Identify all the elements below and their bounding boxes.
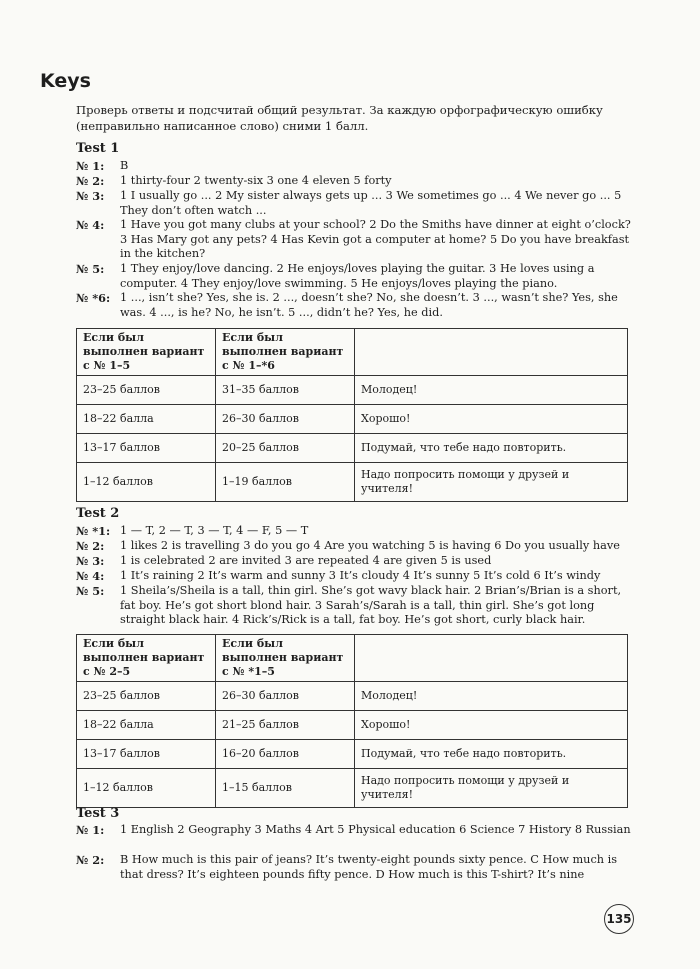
table-cell: Молодец! bbox=[355, 376, 628, 405]
table-cell: 20–25 баллов bbox=[216, 434, 355, 463]
test-1-score-table bbox=[76, 328, 628, 502]
test-3-title: Test 3 bbox=[76, 806, 120, 821]
answer-number: № 2: bbox=[76, 174, 105, 188]
table-row bbox=[77, 463, 628, 502]
table-cell: 1–15 баллов bbox=[216, 769, 355, 808]
page-title: Keys bbox=[40, 70, 91, 92]
header-cell: Если был выполнен вариант с № 1–*6 bbox=[216, 329, 355, 376]
answer-number: № 1: bbox=[76, 823, 105, 837]
answer-number: № 3: bbox=[76, 189, 105, 203]
answer-text: 1 — T, 2 — T, 3 — T, 4 — F, 5 — T bbox=[120, 524, 309, 537]
table-row bbox=[77, 405, 628, 434]
table-row bbox=[77, 740, 628, 769]
header-cell bbox=[355, 635, 628, 682]
table-cell: 23–25 баллов bbox=[77, 376, 216, 405]
answer-text: B How much is this pair of jeans? It’s twenty-eight pounds sixty pence. C How much is that dress? It’s eighteen pounds fifty pence. D How much is this T-shirt? It’s nine bbox=[120, 853, 618, 881]
test-1-answer-3 bbox=[76, 189, 632, 218]
table-cell: Подумай, что тебе надо повторить. bbox=[355, 434, 628, 463]
table-cell: 13–17 баллов bbox=[77, 434, 216, 463]
answer-text: 1 ..., isn’t she? Yes, she is. 2 ..., doesn’t she? No, she doesn’t. 3 ..., wasn’t she? Yes, she was. 4 ..., is he? No, he isn’t. 5 ..., didn’t he? Yes, he did. bbox=[120, 291, 618, 319]
table-cell: 23–25 баллов bbox=[77, 682, 216, 711]
answer-number: № *6: bbox=[76, 291, 111, 305]
test-1-title: Test 1 bbox=[76, 141, 120, 156]
table-cell: Молодец! bbox=[355, 682, 628, 711]
test-3-answer-1 bbox=[76, 823, 632, 838]
table-cell: 1–12 баллов bbox=[77, 769, 216, 808]
test-1-answer-4 bbox=[76, 218, 632, 262]
test-1-answer-5 bbox=[76, 262, 632, 291]
answer-text: 1 Have you got many clubs at your school? 2 Do the Smiths have dinner at eight o’clock? 3 Has Mary got any pets? 4 Has Kevin got a computer at home? 5 Do you have breakfast in the kitchen? bbox=[120, 218, 631, 261]
answer-number: № 4: bbox=[76, 218, 105, 232]
table-cell: 31–35 баллов bbox=[216, 376, 355, 405]
table-cell: Подумай, что тебе надо повторить. bbox=[355, 740, 628, 769]
table-cell: 1–19 баллов bbox=[216, 463, 355, 502]
table-row bbox=[77, 434, 628, 463]
table-cell: Хорошо! bbox=[355, 405, 628, 434]
test-2-score-table bbox=[76, 634, 628, 808]
answer-text: 1 It’s raining 2 It’s warm and sunny 3 It’s cloudy 4 It’s sunny 5 It’s cold 6 It’s windy bbox=[120, 569, 601, 582]
table-cell: 16–20 баллов bbox=[216, 740, 355, 769]
test-3-answer-2 bbox=[76, 853, 632, 882]
table-cell: Надо попросить помощи у друзей и учителя! bbox=[355, 463, 628, 502]
intro-text: Проверь ответы и подсчитай общий результат. За каждую орфографическую ошибку (неправильно написанное слово) сними 1 балл. bbox=[76, 103, 603, 133]
table-cell: 21–25 баллов bbox=[216, 711, 355, 740]
table-row bbox=[77, 769, 628, 808]
table-cell: 18–22 балла bbox=[77, 405, 216, 434]
answer-text: 1 I usually go ... 2 My sister always gets up ... 3 We sometimes go ... 4 We never go ... 5 They don’t often watch ... bbox=[120, 189, 622, 217]
table-row bbox=[77, 711, 628, 740]
answer-text: 1 Sheila’s/Sheila is a tall, thin girl. She’s got wavy black hair. 2 Brian’s/Brian is a short, fat boy. He’s got short blond hair. 3 Sarah’s/Sarah is a tall, thin girl. She’s got long straight black hair. 4 Rick’s/Rick is a tall, fat boy. He’s got short, curly black hair. bbox=[120, 584, 622, 627]
test-2-answer-5 bbox=[76, 584, 632, 628]
answer-number: № 3: bbox=[76, 554, 105, 568]
test-1-answer-1 bbox=[76, 159, 632, 174]
answer-text: 1 is celebrated 2 are invited 3 are repeated 4 are given 5 is used bbox=[120, 554, 492, 567]
answer-number: № 5: bbox=[76, 584, 105, 598]
header-cell: Если был выполнен вариант с № *1–5 bbox=[216, 635, 355, 682]
answer-text: 1 thirty-four 2 twenty-six 3 one 4 eleven 5 forty bbox=[120, 174, 392, 187]
page-number-badge: 135 bbox=[604, 904, 634, 934]
test-1-answer-2 bbox=[76, 174, 632, 189]
table-row bbox=[77, 682, 628, 711]
answer-text: 1 likes 2 is travelling 3 do you go 4 Are you watching 5 is having 6 Do you usually have bbox=[120, 539, 620, 552]
test-2-answer-4 bbox=[76, 569, 632, 584]
test-2-answer-2 bbox=[76, 539, 632, 554]
answer-number: № 5: bbox=[76, 262, 105, 276]
test-2-answer-1 bbox=[76, 524, 632, 539]
table-header-row bbox=[77, 329, 628, 376]
table-cell: 26–30 баллов bbox=[216, 682, 355, 711]
table-cell: 13–17 баллов bbox=[77, 740, 216, 769]
answer-number: № 1: bbox=[76, 159, 105, 173]
answer-number: № 2: bbox=[76, 539, 105, 553]
table-row bbox=[77, 376, 628, 405]
test-1-answer-6 bbox=[76, 291, 632, 320]
answer-number: № 4: bbox=[76, 569, 105, 583]
table-cell: 1–12 баллов bbox=[77, 463, 216, 502]
table-cell: 18–22 балла bbox=[77, 711, 216, 740]
answer-text: 1 English 2 Geography 3 Maths 4 Art 5 Physical education 6 Science 7 History 8 Russian bbox=[120, 823, 631, 836]
header-cell bbox=[355, 329, 628, 376]
table-header-row bbox=[77, 635, 628, 682]
table-cell: 26–30 баллов bbox=[216, 405, 355, 434]
test-2-answer-3 bbox=[76, 554, 632, 569]
header-cell: Если был выполнен вариант с № 1–5 bbox=[77, 329, 216, 376]
test-2-title: Test 2 bbox=[76, 506, 120, 521]
answer-number: № 2: bbox=[76, 853, 105, 867]
answer-text: 1 They enjoy/love dancing. 2 He enjoys/loves playing the guitar. 3 He loves using a computer. 4 They enjoy/love swimming. 5 He enjoys/loves playing the piano. bbox=[120, 262, 595, 290]
answer-text: B bbox=[120, 159, 129, 172]
table-cell: Хорошо! bbox=[355, 711, 628, 740]
answer-number: № *1: bbox=[76, 524, 111, 538]
header-cell: Если был выполнен вариант с № 2–5 bbox=[77, 635, 216, 682]
table-cell: Надо попросить помощи у друзей и учителя! bbox=[355, 769, 628, 808]
